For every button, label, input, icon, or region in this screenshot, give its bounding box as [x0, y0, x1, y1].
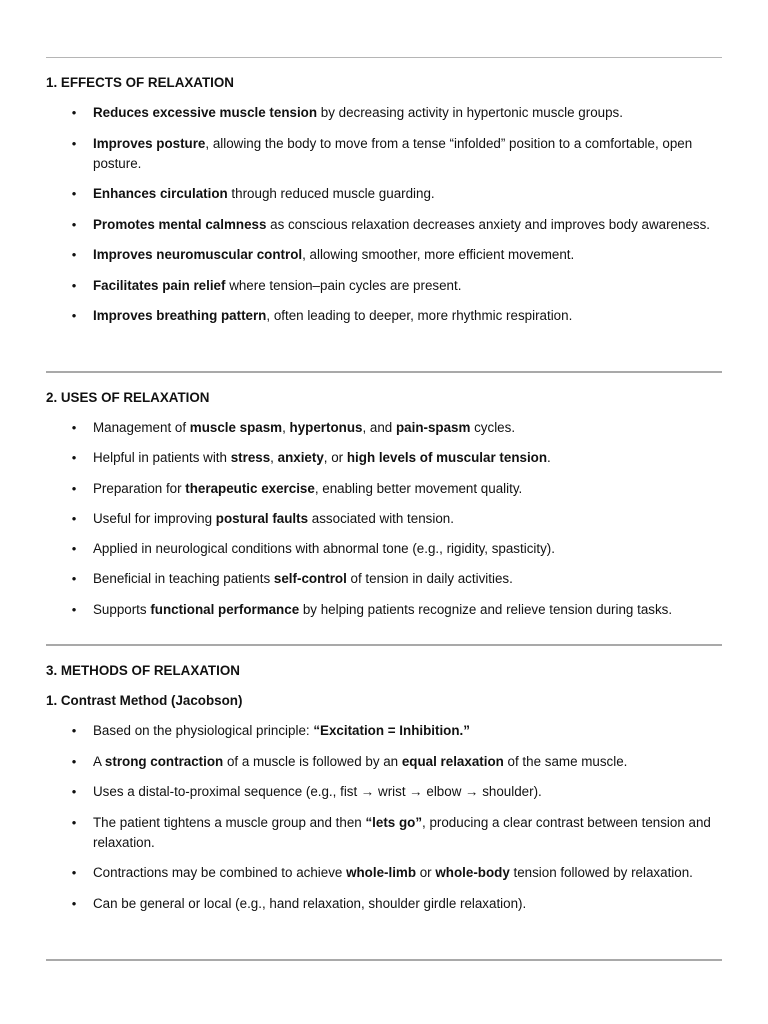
item-text: Based on the physiological principle:: [93, 723, 314, 738]
bullet-icon: •: [71, 865, 77, 880]
bullet-icon: •: [71, 541, 77, 557]
item-text: or: [416, 865, 436, 880]
list-item: [46, 245, 722, 265]
list-item: [46, 509, 722, 529]
bullet-icon: •: [71, 571, 77, 587]
bullet-icon: •: [71, 723, 77, 738]
section-heading: 2. USES OF RELAXATION: [46, 390, 210, 405]
item-text: , enabling better movement quality.: [314, 480, 523, 496]
item-text: Applied in neurological conditions with abnormal tone (e.g., rigidity, spasticity).: [93, 541, 555, 557]
bold-text: postural faults: [215, 510, 309, 526]
bullet-icon: •: [71, 247, 77, 262]
item-text: Contractions may be combined to achieve: [93, 865, 347, 880]
list-item: [46, 306, 722, 326]
subsection-heading: 1. Contrast Method (Jacobson): [46, 693, 243, 708]
bold-text: Improves posture: [93, 135, 206, 151]
item-text: associated with tension.: [308, 510, 454, 526]
bold-text: hypertonus: [289, 420, 363, 435]
bold-text: Improves neuromuscular control: [93, 247, 303, 262]
item-text: , allowing the body to move from a tense “infolded” position to a comfortable, open posture.: [93, 135, 693, 171]
item-text: where tension–pain cycles are present.: [225, 277, 462, 293]
bold-text: whole-limb: [346, 865, 417, 880]
section-uses: [46, 388, 722, 620]
section-heading: 3. METHODS OF RELAXATION: [46, 663, 240, 678]
list-item: [46, 813, 722, 853]
list-item: [46, 569, 722, 589]
bold-text: Facilitates pain relief: [93, 277, 226, 293]
bold-text: “Excitation = Inhibition.”: [313, 723, 470, 738]
item-text: of the same muscle.: [503, 753, 628, 769]
bullet-icon: •: [71, 277, 77, 293]
item-text: Management of: [93, 420, 190, 435]
item-text: , allowing smoother, more efficient movement.: [302, 247, 575, 262]
section-effects: [46, 73, 722, 326]
list-item: [46, 752, 722, 772]
item-text: by helping patients recognize and relieve tension during tasks.: [299, 601, 673, 617]
item-text: , or: [323, 450, 347, 466]
bullet-icon: •: [71, 105, 77, 120]
item-text: Can be general or local (e.g., hand relaxation, shoulder girdle relaxation).: [93, 895, 527, 911]
bold-text: anxiety: [277, 450, 324, 466]
list-item: [46, 782, 722, 802]
list-item: [46, 418, 722, 438]
item-text: Useful for improving: [93, 510, 216, 526]
divider: [46, 371, 722, 373]
bullet-icon: •: [71, 186, 77, 201]
list-item: [46, 184, 722, 204]
bullet-list: [46, 418, 722, 620]
bold-text: Reduces excessive muscle tension: [93, 105, 318, 120]
item-text: A: [93, 753, 105, 769]
item-text: , producing a clear contrast between tension and relaxation.: [93, 814, 711, 850]
bold-text: whole-body: [435, 865, 510, 880]
bullet-icon: •: [71, 216, 77, 232]
item-text: of a muscle is followed by an: [223, 753, 402, 769]
bold-text: self-control: [273, 571, 347, 587]
bullet-list: [46, 721, 722, 914]
item-text: through reduced muscle guarding.: [227, 186, 435, 201]
bold-text: pain-spasm: [395, 420, 471, 435]
bold-text: stress: [230, 450, 271, 466]
item-text: tension followed by relaxation.: [509, 865, 693, 880]
item-text: by decreasing activity in hypertonic muscle groups.: [317, 105, 623, 120]
bullet-icon: •: [71, 784, 77, 799]
list-item: [46, 721, 722, 741]
item-text: Preparation for: [93, 480, 186, 496]
list-item: [46, 448, 722, 468]
bullet-list: [46, 103, 722, 326]
bold-text: strong contraction: [104, 753, 224, 769]
item-text: Helpful in patients with: [93, 450, 231, 466]
list-item: [46, 894, 722, 914]
list-item: [46, 539, 722, 559]
item-text: Beneficial in teaching patients: [93, 571, 274, 587]
item-text: .: [547, 450, 551, 466]
item-text: as conscious relaxation decreases anxiety and improves body awareness.: [266, 216, 711, 232]
item-text: of tension in daily activities.: [346, 571, 513, 587]
item-text: , often leading to deeper, more rhythmic respiration.: [266, 308, 573, 323]
divider: [46, 57, 722, 58]
bold-text: equal relaxation: [401, 753, 504, 769]
bullet-icon: •: [71, 753, 77, 769]
bullet-icon: •: [71, 420, 77, 435]
section-methods: [46, 661, 722, 914]
divider: [46, 644, 722, 646]
bullet-icon: •: [71, 308, 77, 323]
list-item: [46, 276, 722, 296]
bullet-icon: •: [71, 510, 77, 526]
list-item: [46, 863, 722, 883]
bullet-icon: •: [71, 480, 77, 496]
bold-text: muscle spasm: [189, 420, 283, 435]
bullet-icon: •: [71, 895, 77, 911]
bold-text: high levels of muscular tension: [346, 450, 548, 466]
bold-text: functional performance: [150, 601, 300, 617]
list-item: [46, 215, 722, 235]
divider: [46, 959, 722, 961]
list-item: [46, 600, 722, 620]
item-text: , and: [362, 420, 396, 435]
item-text: The patient tightens a muscle group and then: [93, 814, 366, 830]
bullet-icon: •: [71, 814, 77, 830]
list-item: [46, 134, 722, 174]
item-text: Uses a distal-to-proximal sequence (e.g., fist → wrist → elbow → shoulder).: [93, 784, 542, 799]
bold-text: therapeutic exercise: [185, 480, 315, 496]
section-heading: 1. EFFECTS OF RELAXATION: [46, 75, 234, 90]
list-item: [46, 103, 722, 123]
item-text: cycles.: [470, 420, 516, 435]
bullet-icon: •: [71, 601, 77, 617]
item-text: Supports: [93, 601, 151, 617]
item-text: ,: [270, 450, 278, 466]
list-item: [46, 479, 722, 499]
bold-text: “lets go”: [365, 814, 423, 830]
bullet-icon: •: [71, 135, 77, 151]
bullet-icon: •: [71, 450, 77, 466]
bold-text: Improves breathing pattern: [93, 308, 267, 323]
bold-text: Promotes mental calmness: [93, 216, 267, 232]
item-text: ,: [282, 420, 290, 435]
bold-text: Enhances circulation: [93, 186, 228, 201]
